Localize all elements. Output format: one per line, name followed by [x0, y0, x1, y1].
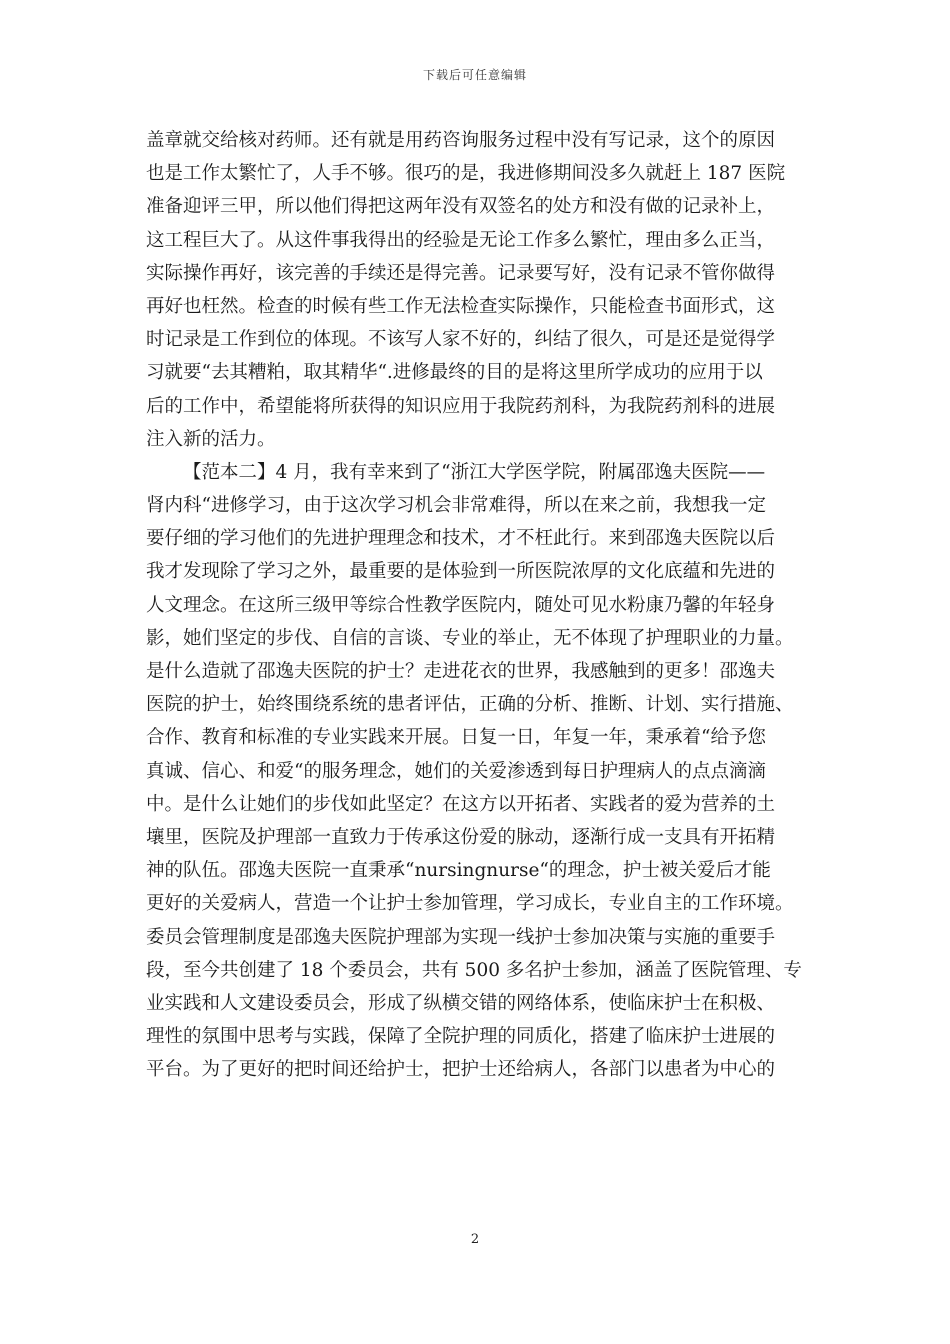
page-number: 2: [470, 1232, 480, 1247]
text-line: 我才发现除了学习之外，最重要的是体验到一所医院浓厚的文化底蕴和先进的: [146, 561, 776, 583]
text-line: 后的工作中，希望能将所获得的知识应用于我院药剂科，为我院药剂科的进展: [146, 395, 776, 417]
text-line: 注入新的活力。: [146, 428, 276, 450]
text-line: 也是工作太繁忙了，人手不够。很巧的是，我进修期间没多久就赶上 187 医院: [146, 163, 786, 185]
text-line: 真诚、信心、和爱“的服务理念，她们的关爱渗透到每日护理病人的点点滴滴: [146, 760, 766, 782]
text-line: 医院的护士，始终围绕系统的患者评估，正确的分析、推断、计划、实行措施、: [146, 694, 794, 716]
text-line: 影，她们坚定的步伐、自信的言谈、专业的举止，无不体现了护理职业的力量。: [146, 627, 794, 649]
text-line: 实际操作再好，该完善的手续还是得完善。记录要写好，没有记录不管你做得: [146, 262, 776, 284]
text-line: 委员会管理制度是邵逸夫医院护理部为实现一线护士参加决策与实施的重要手: [146, 926, 776, 948]
text-line: 时记录是工作到位的体现。不该写人家不好的，纠结了很久，可是还是觉得学: [146, 329, 776, 351]
text-line: 再好也枉然。检查的时候有些工作无法检查实际操作，只能检查书面形式，这: [146, 295, 776, 317]
text-line: 盖章就交给核对药师。还有就是用药咨询服务过程中没有写记录，这个的原因: [146, 130, 776, 151]
text-line: 段，至今共创建了 18 个委员会，共有 500 多名护士参加，涵盖了医院管理、专: [146, 959, 802, 981]
text-line: 更好的关爱病人，营造一个让护士参加管理，学习成长，专业自主的工作环境。: [146, 893, 794, 915]
text-line: 合作、教育和标准的专业实践来开展。日复一日，年复一年，秉承着“给予您: [146, 727, 766, 749]
text-line: 业实践和人文建设委员会，形成了纵横交错的网络体系，使临床护士在积极、: [146, 992, 776, 1014]
text-line: 要仔细的学习他们的先进护理理念和技术，才不枉此行。来到邵逸夫医院以后: [146, 528, 776, 550]
text-line: 神的队伍。邵逸夫医院一直秉承“nursingnurse“的理念，护士被关爱后才能: [146, 860, 771, 882]
page-header: 下载后可任意编辑: [422, 68, 527, 82]
text-line: 平台。为了更好的把时间还给护士，把护士还给病人，各部门以患者为中心的: [146, 1059, 776, 1081]
text-line: 中。是什么让她们的步伐如此坚定？在这方以开拓者、实践者的爱为营养的土: [146, 793, 776, 815]
text-line: 理性的氛围中思考与实践，保障了全院护理的同质化，搭建了临床护士进展的: [146, 1026, 776, 1048]
text-line: 准备迎评三甲，所以他们得把这两年没有双签名的处方和没有做的记录补上，: [146, 196, 776, 218]
body-text: [146, 124, 808, 1086]
text-line: 这工程巨大了。从这件事我得出的经验是无论工作多么繁忙，理由多么正当，: [146, 229, 776, 251]
text-line: 习就要“去其糟粕，取其精华“.进修最终的目的是将这里所学成功的应用于以: [146, 362, 763, 384]
text-line: 是什么造就了邵逸夫医院的护士？走进花衣的世界，我感触到的更多！邵逸夫: [146, 661, 776, 682]
text-line: 肾内科“进修学习，由于这次学习机会非常难得，所以在来之前，我想我一定: [146, 495, 766, 517]
section-start-line: 【范本二】4 月，我有幸来到了“浙江大学医学院，附属邵逸夫医院——: [183, 461, 766, 483]
text-line: 壤里，医院及护理部一直致力于传承这份爱的脉动，逐渐行成一支具有开拓精: [146, 826, 776, 848]
text-line: 人文理念。在这所三级甲等综合性教学医院内，随处可见水粉康乃馨的年轻身: [146, 594, 776, 616]
